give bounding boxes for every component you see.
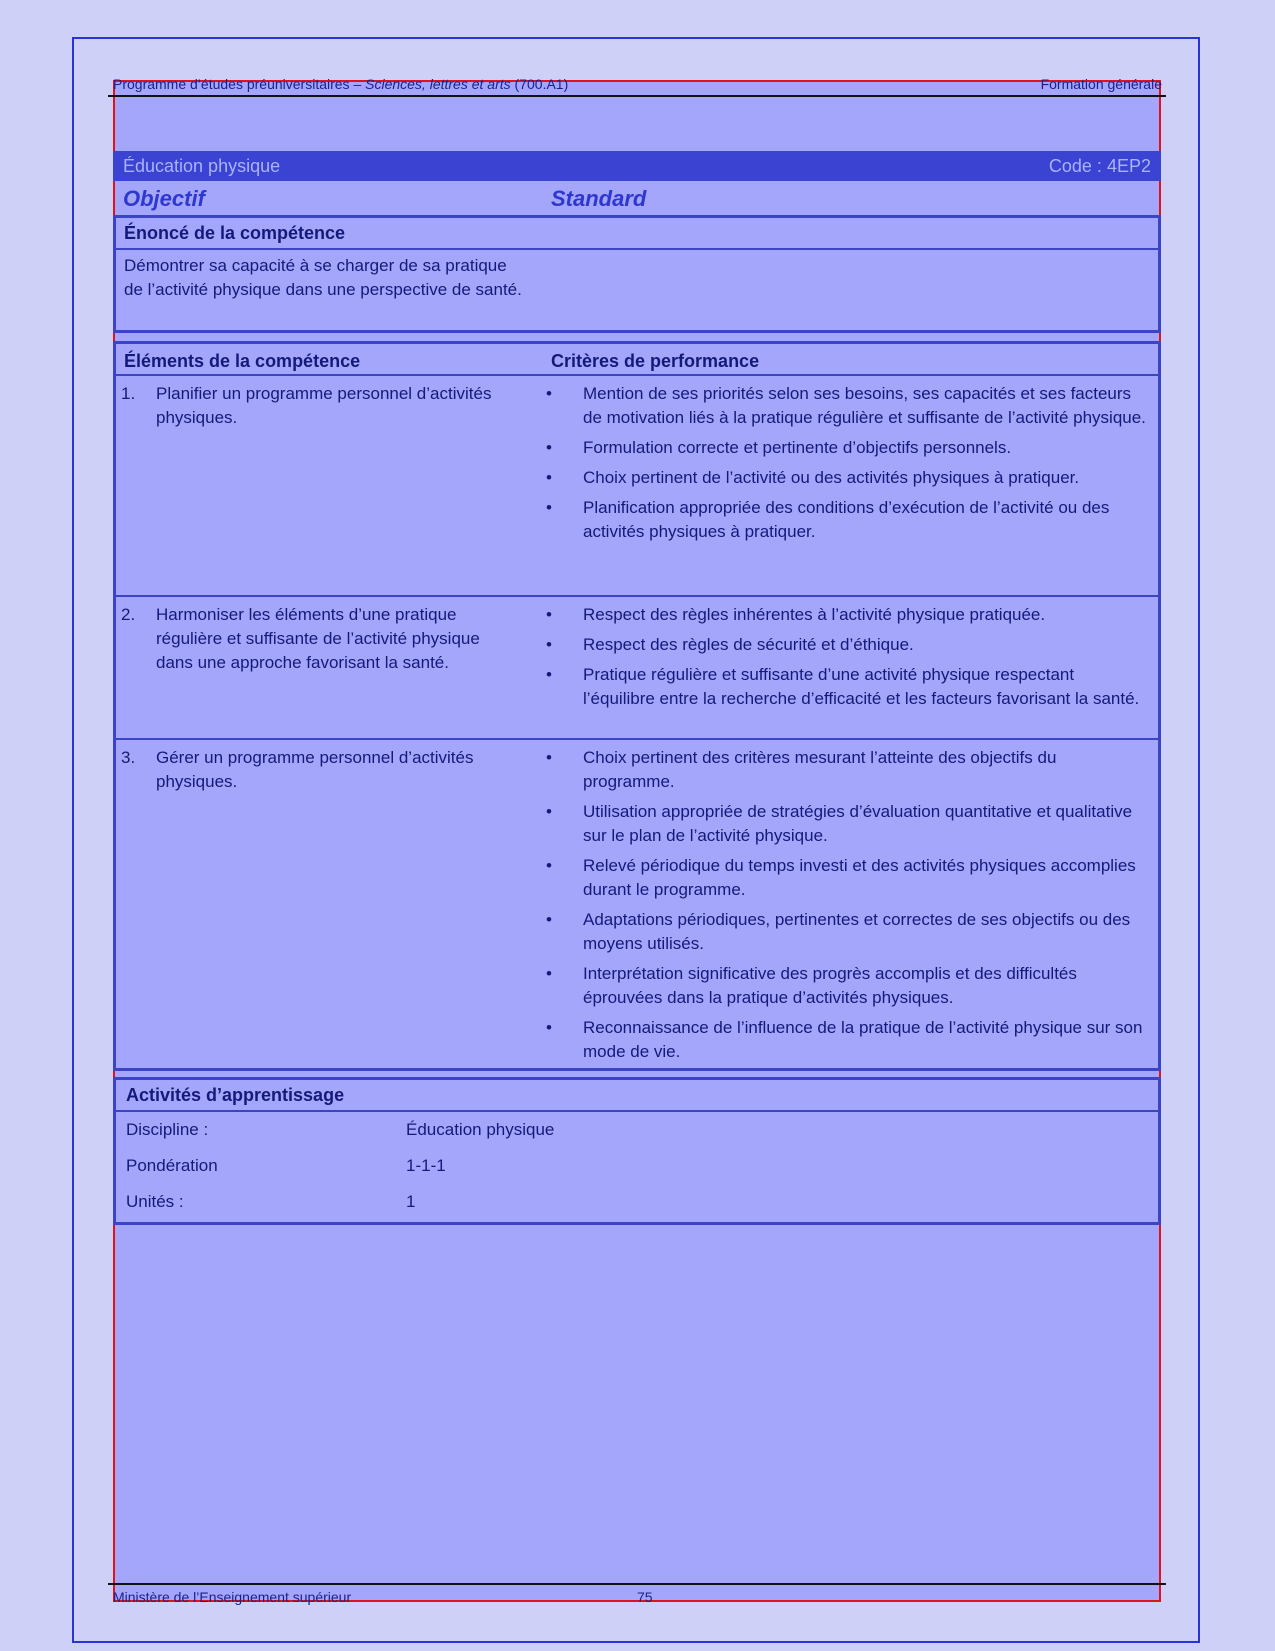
ponderation-value: 1-1-1 <box>406 1156 446 1175</box>
criterion-item <box>546 663 1146 711</box>
criterion-text: Planification appropriée des conditions d’exécution de l’activité ou des activités physiques à pratiquer. <box>583 498 1110 541</box>
element-item <box>121 382 521 430</box>
criteria-heading: Critères de performance <box>551 351 760 371</box>
enonce-text: Démontrer sa capacité à se charger de sa pratique de l’activité physique dans une perspective de santé. <box>124 256 522 299</box>
criterion-item <box>546 382 1146 430</box>
course-code <box>1049 156 1151 177</box>
enonce-box <box>113 215 1161 333</box>
bullet-icon: • <box>546 605 552 624</box>
criterion-item <box>546 908 1146 956</box>
criterion-text: Relevé périodique du temps investi et des activités physiques accomplies durant le programme. <box>583 856 1136 899</box>
objectif-label: Objectif <box>123 186 205 211</box>
footer-ministry: Ministère de l’Enseignement supérieur <box>113 1589 352 1605</box>
bullet-icon: • <box>546 438 552 457</box>
bullet-icon: • <box>546 856 552 875</box>
criterion-item <box>546 800 1146 848</box>
competence-row <box>116 597 1158 740</box>
element-text: Harmoniser les éléments d’une pratique régulière et suffisante de l’activité physique dans une approche favorisant la santé. <box>156 605 480 672</box>
criterion-text: Interprétation significative des progrès accomplis et des difficultés éprouvées dans la pratique d’activités physiques. <box>583 964 1077 1007</box>
bullet-icon: • <box>546 665 552 684</box>
bullet-icon: • <box>546 748 552 767</box>
bullet-icon: • <box>546 910 552 929</box>
header-rule <box>108 95 1166 97</box>
element-item <box>121 746 521 794</box>
element-text: Planifier un programme personnel d’activités physiques. <box>156 384 492 427</box>
criterion-text: Adaptations périodiques, pertinentes et correctes de ses objectifs ou des moyens utilisés. <box>583 910 1131 953</box>
bullet-icon: • <box>546 1018 552 1037</box>
criterion-item <box>546 746 1146 794</box>
bullet-icon: • <box>546 498 552 517</box>
program-prefix: Programme d’études préuniversitaires – <box>113 76 366 92</box>
bullet-icon: • <box>546 384 552 403</box>
ponderation-row <box>116 1148 1158 1184</box>
criterion-text: Mention de ses priorités selon ses besoins, ses capacités et ses facteurs de motivation liés à la pratique régulière et suffisante de l’activité physique. <box>583 384 1146 427</box>
element-number: 2. <box>121 605 136 624</box>
activites-heading: Activités d’apprentissage <box>116 1080 1158 1112</box>
discipline-row <box>116 1112 1158 1148</box>
elements-heading: Éléments de la compétence <box>124 351 361 371</box>
course-title: Éducation physique <box>123 155 281 176</box>
criterion-item <box>546 962 1146 1010</box>
criterion-text: Choix pertinent de l’activité ou des activités physiques à pratiquer. <box>583 468 1080 487</box>
unites-value: 1 <box>406 1192 416 1211</box>
enonce-heading: Énoncé de la compétence <box>116 218 1158 250</box>
criterion-item <box>546 854 1146 902</box>
code-label: Code : <box>1048 155 1102 176</box>
criterion-text: Respect des règles inhérentes à l’activité physique pratiquée. <box>583 605 1046 624</box>
criteria-list <box>546 746 1146 1070</box>
criterion-item <box>546 603 1146 627</box>
discipline-value: Éducation physique <box>406 1120 555 1139</box>
standard-label: Standard <box>551 186 647 211</box>
criterion-item <box>546 496 1146 544</box>
ponderation-label: Pondération <box>126 1156 218 1175</box>
criterion-text: Respect des règles de sécurité et d’éthique. <box>583 635 914 654</box>
element-number: 3. <box>121 748 136 767</box>
elements-header <box>116 344 1158 376</box>
discipline-label: Discipline : <box>126 1120 209 1139</box>
element-text: Gérer un programme personnel d’activités physiques. <box>156 748 474 791</box>
unites-row <box>116 1184 1158 1220</box>
program-name: Sciences, lettres et arts <box>365 76 511 92</box>
criterion-item <box>546 466 1146 490</box>
criterion-item <box>546 633 1146 657</box>
competence-row <box>116 740 1158 1070</box>
criteria-list <box>546 603 1146 717</box>
running-header-program <box>113 76 568 92</box>
bullet-icon: • <box>546 468 552 487</box>
competence-row <box>116 376 1158 597</box>
elements-rows <box>116 376 1158 1070</box>
bullet-icon: • <box>546 964 552 983</box>
criterion-item <box>546 1016 1146 1064</box>
unites-label: Unités : <box>126 1192 184 1211</box>
criterion-text: Formulation correcte et pertinente d’objectifs personnels. <box>583 438 1012 457</box>
page-number: 75 <box>637 1589 653 1605</box>
course-title-bar <box>113 151 1161 181</box>
element-item <box>121 603 521 675</box>
bullet-icon: • <box>546 635 552 654</box>
criterion-text: Pratique régulière et suffisante d’une activité physique respectant l’équilibre entre la recherche d’efficacité et les facteurs favorisant la santé. <box>583 665 1140 708</box>
element-number: 1. <box>121 384 136 403</box>
elements-box <box>113 341 1161 1071</box>
criteria-list <box>546 382 1146 550</box>
activites-box <box>113 1077 1161 1225</box>
criterion-text: Choix pertinent des critères mesurant l’atteinte des objectifs du programme. <box>583 748 1057 791</box>
criterion-item <box>546 436 1146 460</box>
bullet-icon: • <box>546 802 552 821</box>
running-header-section: Formation générale <box>1040 76 1162 92</box>
program-code: (700.A1) <box>510 76 569 92</box>
criterion-text: Reconnaissance de l’influence de la pratique de l’activité physique sur son mode de vie. <box>583 1018 1143 1061</box>
criterion-text: Utilisation appropriée de stratégies d’évaluation quantitative et qualitative sur le plan de l’activité physique. <box>583 802 1133 845</box>
code-value: 4EP2 <box>1106 155 1151 176</box>
footer-rule <box>108 1583 1166 1585</box>
